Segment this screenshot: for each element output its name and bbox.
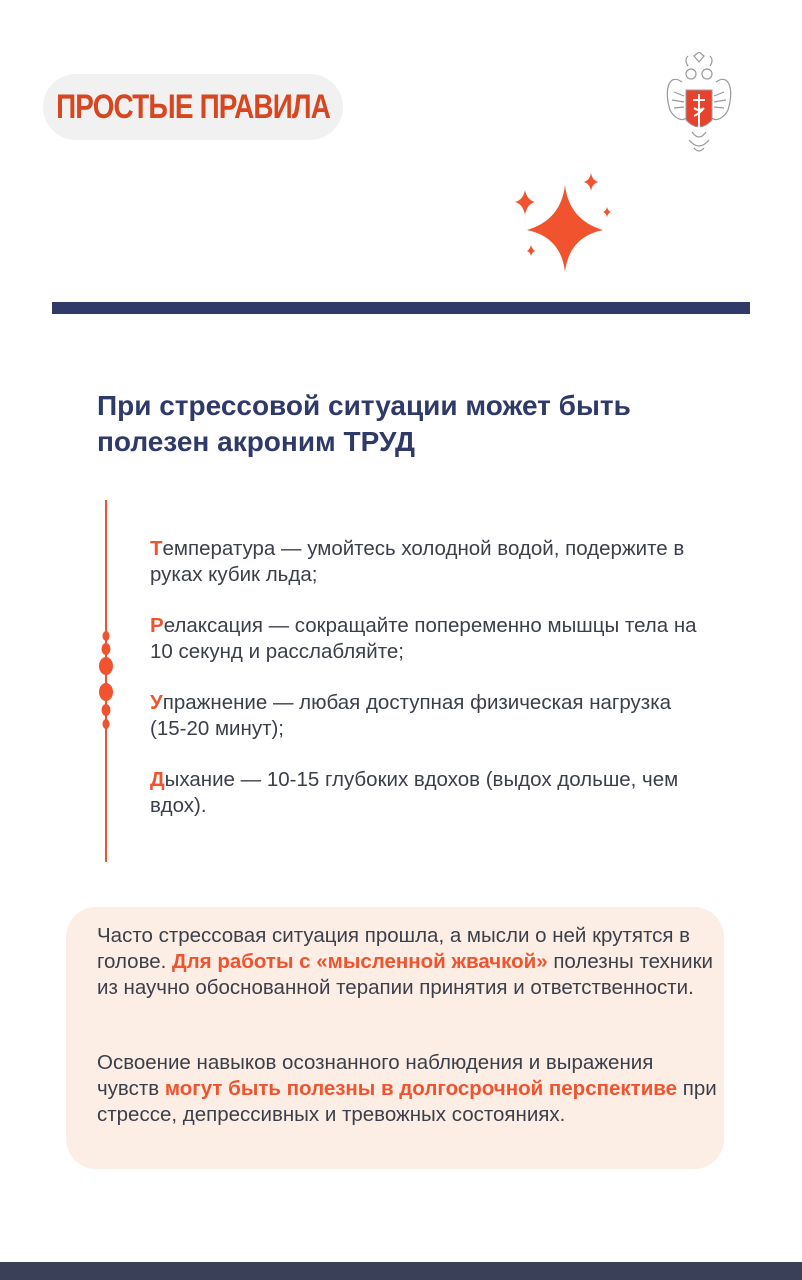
info-paragraph-1: [97, 923, 717, 1001]
divider: [52, 302, 750, 314]
timeline-decoration: [96, 500, 116, 862]
list-item-exercise: [150, 690, 710, 742]
item-text: ыхание — 10-15 глубоких вдохов (выдох дольше, чем вдох).: [150, 768, 679, 817]
header-badge: [43, 74, 343, 140]
highlight: Для работы с «мысленной жвачкой»: [172, 950, 548, 973]
list-item-temperature: [150, 536, 710, 588]
page-title: При стрессовой ситуации может быть полезен акроним ТРУД: [97, 390, 631, 457]
highlight: могут быть полезны в долгосрочной перспективе: [164, 1077, 678, 1100]
sparkle-icon: [505, 165, 625, 275]
info-box: [66, 907, 724, 1169]
text: при стрессе, депрессивных и тревожных состояниях.: [97, 1077, 717, 1126]
text: Освоение навыков осознанного наблюдения и выражения чувств: [97, 1051, 654, 1100]
item-text: емпература — умойтесь холодной водой, подержите в руках кубик льда;: [150, 537, 685, 586]
item-letter: Т: [150, 537, 163, 560]
footer-bar: [0, 1262, 802, 1280]
item-letter: У: [150, 691, 163, 714]
truд-list: [150, 536, 710, 844]
badge-text: ПРОСТЫЕ ПРАВИЛА: [56, 87, 330, 126]
text: Часто стрессовая ситуация прошла, а мысли о ней крутятся в голове.: [97, 924, 691, 973]
info-paragraph-2: [97, 1050, 717, 1128]
text: полезны техники из научно обоснованной терапии принятия и ответственности.: [97, 950, 714, 999]
item-letter: Д: [150, 768, 165, 791]
list-item-breathing: [150, 767, 710, 819]
item-text: пражнение — любая доступная физическая нагрузка (15-20 минут);: [150, 691, 672, 740]
list-item-relaxation: [150, 613, 710, 665]
emblem-logo-icon: [664, 52, 734, 156]
item-letter: Р: [150, 614, 164, 637]
item-text: елаксация — сокращайте попеременно мышцы тела на 10 секунд и расслабляйте;: [150, 614, 697, 663]
